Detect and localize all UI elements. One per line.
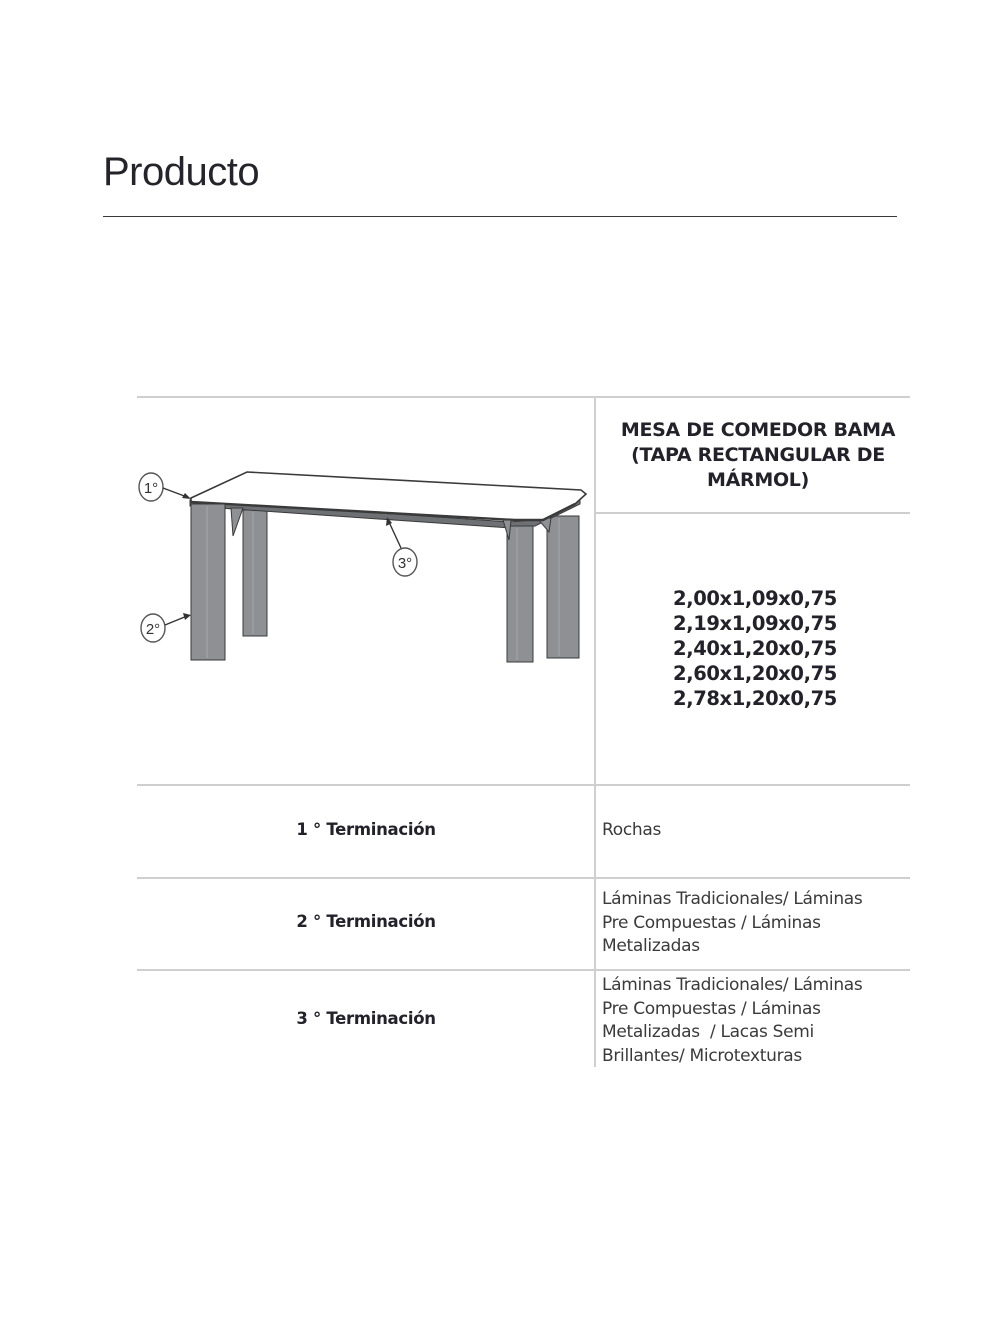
finish-label-2: 2 ° Terminación (296, 912, 436, 931)
back-left-leg (243, 510, 267, 636)
finish-value-line: Pre Compuestas / Láminas (602, 998, 821, 1019)
finish-value-line: Brillantes/ Microtexturas (602, 1045, 802, 1066)
finish-value-2 (602, 888, 922, 959)
finish-label-1: 1 ° Terminación (296, 820, 436, 839)
finish-value-line: Rochas (602, 820, 662, 840)
row-divider-1 (137, 784, 910, 786)
row-divider-3 (137, 969, 910, 971)
finish-value-line: Láminas Tradicionales/ Láminas (602, 889, 863, 909)
callout-1 (139, 473, 191, 501)
callout-1-label: 1° (143, 480, 159, 497)
table-top-border (137, 396, 910, 398)
callout-3-label: 3° (397, 555, 413, 572)
table-drawing (135, 440, 595, 670)
name-size-divider (595, 512, 910, 514)
callout-2 (141, 613, 191, 642)
finish-value-1 (602, 819, 922, 843)
size-item: 2,00x1,09x0,75 (673, 587, 837, 610)
finish-value-line: Láminas Tradicionales/ Láminas (602, 975, 863, 995)
product-name-line: MESA DE COMEDOR BAMA (620, 419, 896, 441)
finish-label-3: 3 ° Terminación (296, 1009, 436, 1028)
size-list (597, 586, 913, 711)
callout-3 (386, 517, 417, 576)
size-item: 2,40x1,20x0,75 (673, 637, 837, 660)
row-divider-2 (137, 877, 910, 879)
product-name-line: (TAPA RECTANGULAR DE (631, 444, 885, 466)
front-right-leg (507, 526, 533, 662)
front-left-leg (191, 504, 225, 660)
size-item: 2,78x1,20x0,75 (673, 687, 837, 710)
corner-brace (231, 508, 243, 536)
size-item: 2,19x1,09x0,75 (673, 612, 837, 635)
finish-value-line: Metalizadas / Lacas Semi (602, 1022, 814, 1042)
back-right-leg (547, 516, 579, 658)
finish-value-line: Pre Compuestas / Láminas (602, 912, 821, 933)
product-name (597, 418, 919, 493)
callout-2-label: 2° (145, 621, 161, 638)
page-title: Producto (103, 150, 260, 194)
product-name-line: MÁRMOL) (707, 469, 809, 491)
finish-value-line: Metalizadas (602, 936, 700, 956)
title-divider (103, 216, 897, 217)
size-item: 2,60x1,20x0,75 (673, 662, 837, 685)
finish-value-3 (602, 974, 922, 1068)
